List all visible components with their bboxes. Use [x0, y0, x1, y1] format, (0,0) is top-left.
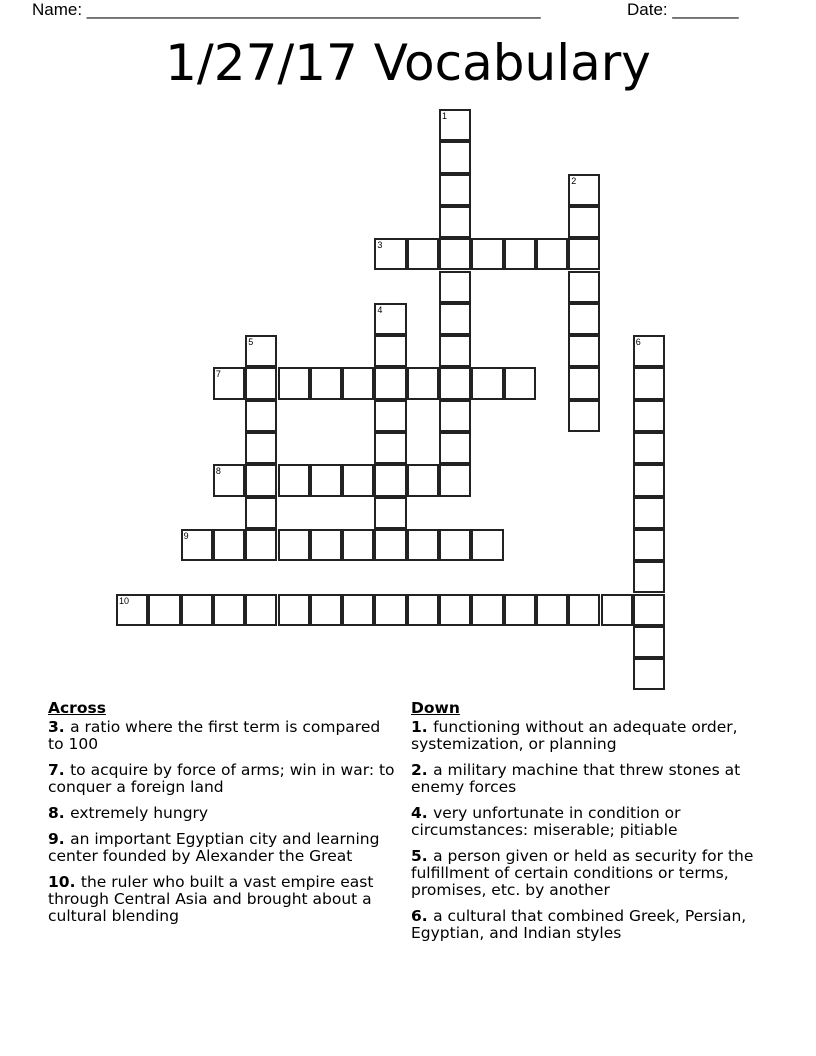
- grid-cell[interactable]: [439, 594, 471, 626]
- grid-cell[interactable]: [439, 400, 471, 432]
- clue-across-8: 8. extremely hungry: [48, 804, 209, 822]
- grid-cell[interactable]: [181, 594, 213, 626]
- grid-cell[interactable]: [601, 594, 633, 626]
- grid-cell[interactable]: [568, 400, 600, 432]
- clue-number: 5: [248, 337, 254, 348]
- grid-cell[interactable]: [374, 400, 406, 432]
- down-heading: Down: [411, 699, 460, 717]
- grid-cell[interactable]: [568, 367, 600, 399]
- grid-cell[interactable]: [374, 367, 406, 399]
- clue-number: 3: [377, 240, 383, 251]
- across-clues: [48, 700, 398, 934]
- grid-cell[interactable]: [245, 367, 277, 399]
- across-heading: Across: [48, 699, 106, 717]
- clue-across-9: 9. an important Egyptian city and learning center founded by Alexander the Great: [48, 830, 380, 865]
- grid-cell[interactable]: [310, 529, 342, 561]
- grid-cell[interactable]: [374, 238, 406, 270]
- page-title: 1/27/17 Vocabulary: [165, 34, 651, 92]
- clue-number: 8: [215, 466, 221, 477]
- grid-cell[interactable]: [439, 303, 471, 335]
- clue-number: 10: [119, 595, 130, 606]
- grid-cell[interactable]: [471, 367, 503, 399]
- grid-cell[interactable]: [407, 594, 439, 626]
- grid-cell[interactable]: [116, 594, 148, 626]
- grid-cell[interactable]: [439, 206, 471, 238]
- grid-cell[interactable]: [504, 594, 536, 626]
- grid-cell[interactable]: [245, 529, 277, 561]
- grid-cell[interactable]: [439, 271, 471, 303]
- grid-cell[interactable]: [245, 400, 277, 432]
- grid-cell[interactable]: [633, 561, 665, 593]
- grid-cell[interactable]: [568, 238, 600, 270]
- grid-cell[interactable]: [213, 529, 245, 561]
- grid-cell[interactable]: [471, 238, 503, 270]
- grid-cell[interactable]: [568, 594, 600, 626]
- clue-down-6: 6. a cultural that combined Greek, Persian, Egyptian, and Indian styles: [411, 907, 747, 942]
- clue-down-2: 2. a military machine that threw stones at enemy forces: [411, 761, 741, 796]
- grid-cell[interactable]: [181, 529, 213, 561]
- grid-cell[interactable]: [278, 594, 310, 626]
- clue-number: 1: [442, 111, 448, 121]
- grid-cell[interactable]: [407, 464, 439, 496]
- grid-cell[interactable]: [213, 594, 245, 626]
- grid-cell[interactable]: [374, 303, 406, 335]
- grid-cell[interactable]: [342, 464, 374, 496]
- grid-cell[interactable]: [439, 174, 471, 206]
- grid-cell[interactable]: [245, 432, 277, 464]
- grid-cell[interactable]: [439, 109, 471, 141]
- grid-cell[interactable]: [568, 303, 600, 335]
- grid-cell[interactable]: [633, 497, 665, 529]
- grid-cell[interactable]: [374, 464, 406, 496]
- grid-cell[interactable]: [568, 271, 600, 303]
- grid-cell[interactable]: [278, 529, 310, 561]
- grid-cell[interactable]: [439, 432, 471, 464]
- clue-down-1: 1. functioning without an adequate order, systemization, or planning: [411, 718, 738, 753]
- grid-cell[interactable]: [342, 529, 374, 561]
- grid-cell[interactable]: [213, 464, 245, 496]
- grid-cell[interactable]: [245, 464, 277, 496]
- grid-cell[interactable]: [536, 594, 568, 626]
- name-field[interactable]: Name: ________________________________________________: [32, 0, 541, 19]
- grid-cell[interactable]: [439, 335, 471, 367]
- clue-across-3: 3. a ratio where the first term is compared to 100: [48, 718, 381, 753]
- grid-cell[interactable]: [310, 464, 342, 496]
- clue-number: 9: [183, 530, 189, 541]
- clue-number: 6: [635, 337, 641, 348]
- grid-cell[interactable]: [342, 367, 374, 399]
- grid-cell[interactable]: [310, 594, 342, 626]
- grid-cell[interactable]: [374, 594, 406, 626]
- grid-cell[interactable]: [633, 367, 665, 399]
- grid-cell[interactable]: [471, 529, 503, 561]
- clue-down-4: 4. very unfortunate in condition or circumstances: miserable; pitiable: [411, 804, 681, 839]
- grid-cell[interactable]: [439, 141, 471, 173]
- grid-cell[interactable]: [407, 238, 439, 270]
- grid-cell[interactable]: [568, 335, 600, 367]
- grid-cell[interactable]: [213, 367, 245, 399]
- grid-cell[interactable]: [633, 464, 665, 496]
- grid-cell[interactable]: [633, 432, 665, 464]
- grid-cell[interactable]: [633, 594, 665, 626]
- grid-cell[interactable]: [407, 529, 439, 561]
- grid-cell[interactable]: [439, 367, 471, 399]
- grid-cell[interactable]: [633, 626, 665, 658]
- grid-cell[interactable]: [633, 658, 665, 690]
- grid-cell[interactable]: [407, 367, 439, 399]
- clue-number: 7: [215, 369, 221, 380]
- grid-cell[interactable]: [374, 497, 406, 529]
- grid-cell[interactable]: [245, 594, 277, 626]
- grid-cell[interactable]: [374, 432, 406, 464]
- grid-cell[interactable]: [471, 594, 503, 626]
- date-field[interactable]: Date: _______: [627, 0, 739, 19]
- grid-cell[interactable]: [633, 335, 665, 367]
- grid-cell[interactable]: [439, 529, 471, 561]
- grid-cell[interactable]: [504, 367, 536, 399]
- clue-down-5: 5. a person given or held as security for the fulfillment of certain conditions or terms, promises, etc. by another: [411, 847, 754, 899]
- grid-cell[interactable]: [536, 238, 568, 270]
- grid-cell[interactable]: [568, 174, 600, 206]
- grid-cell[interactable]: [633, 529, 665, 561]
- grid-cell[interactable]: [439, 238, 471, 270]
- grid-cell[interactable]: [148, 594, 180, 626]
- grid-cell[interactable]: [278, 367, 310, 399]
- grid-cell[interactable]: [374, 529, 406, 561]
- grid-cell[interactable]: [342, 594, 374, 626]
- grid-cell[interactable]: [633, 400, 665, 432]
- clue-number: 2: [571, 175, 577, 186]
- grid-cell[interactable]: [278, 464, 310, 496]
- grid-cell[interactable]: [245, 497, 277, 529]
- grid-cell[interactable]: [439, 464, 471, 496]
- grid-cell[interactable]: [568, 206, 600, 238]
- grid-cell[interactable]: [310, 367, 342, 399]
- clue-number: 4: [377, 304, 383, 315]
- down-clues: [411, 700, 756, 951]
- grid-cell[interactable]: [504, 238, 536, 270]
- grid-cell[interactable]: [245, 335, 277, 367]
- clue-across-10: 10. the ruler who built a vast empire east through Central Asia and brought about a cultural blending: [48, 873, 374, 925]
- clue-across-7: 7. to acquire by force of arms; win in war: to conquer a foreign land: [48, 761, 395, 796]
- grid-cell[interactable]: [374, 335, 406, 367]
